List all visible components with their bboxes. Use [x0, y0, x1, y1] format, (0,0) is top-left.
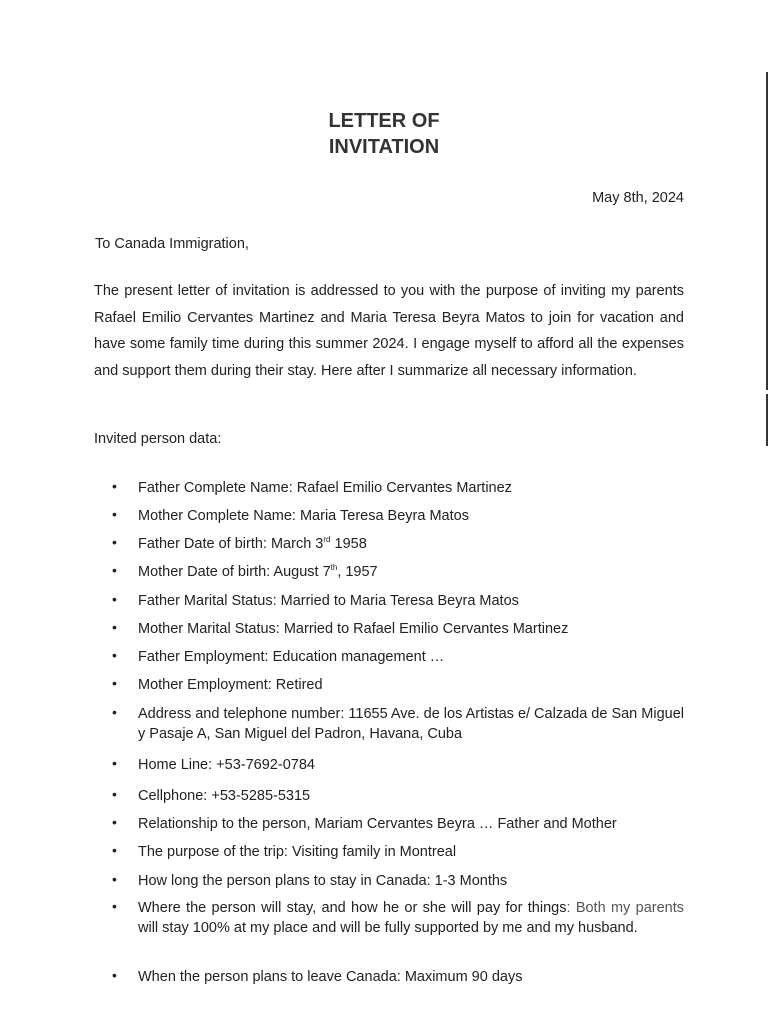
- mother-dob-ordinal: th: [330, 563, 338, 573]
- list-item-text: Father Marital Status: Married to Maria Teresa Beyra Matos: [138, 593, 519, 609]
- list-item-text: The purpose of the trip: Visiting family in Montreal: [138, 844, 457, 860]
- bullet-icon: •: [112, 562, 117, 578]
- father-dob-year: 1958: [330, 536, 367, 552]
- father-dob-ordinal: rd: [323, 535, 331, 545]
- bullet-icon: •: [112, 675, 117, 691]
- list-item-text: Cellphone: +53-5285-5315: [138, 788, 311, 804]
- list-item-text: Father Employment: Education management …: [138, 649, 445, 665]
- list-item-text: Mother Complete Name: Maria Teresa Beyra Matos: [138, 508, 469, 524]
- bullet-icon: •: [112, 842, 117, 858]
- title-line-2: INVITATION: [328, 136, 440, 158]
- bullet-icon: •: [112, 786, 117, 802]
- list-item-text: Mother Marital Status: Married to Rafael Emilio Cervantes Martinez: [138, 621, 569, 637]
- list-item-text: [138, 898, 684, 938]
- bullet-icon: •: [112, 967, 117, 983]
- father-dob-prefix: Father Date of birth: March 3: [138, 536, 324, 552]
- stay-where-prefix: Where the person will stay, and how he or she will pay for things: [138, 900, 567, 916]
- list-item-text: Father Complete Name: Rafael Emilio Cervantes Martinez: [138, 480, 512, 496]
- stay-where-suffix: will stay 100% at my place and will be fully supported by me and my husband.: [138, 920, 638, 936]
- mother-dob-year: , 1957: [337, 564, 378, 580]
- title-line-1: LETTER OF: [328, 110, 440, 132]
- bullet-icon: •: [112, 506, 117, 522]
- list-item-text: When the person plans to leave Canada: Maximum 90 days: [138, 969, 523, 985]
- bullet-icon: •: [112, 534, 117, 550]
- bullet-icon: •: [112, 478, 117, 494]
- bullet-icon: •: [112, 755, 117, 771]
- document-title: [0, 108, 768, 160]
- salutation: To Canada Immigration,: [95, 236, 249, 252]
- bullet-icon: •: [112, 619, 117, 635]
- mother-dob-prefix: Mother Date of birth: August 7: [138, 564, 331, 580]
- list-item-text: Relationship to the person, Mariam Cervantes Beyra … Father and Mother: [138, 816, 617, 832]
- stay-where-highlight: : Both my parents: [566, 900, 685, 916]
- section-label-invited-person-data: Invited person data:: [94, 431, 222, 447]
- bullet-icon: •: [112, 704, 117, 720]
- list-item-text: Mother Employment: Retired: [138, 677, 323, 693]
- list-item-text: [138, 562, 684, 582]
- list-item-text: How long the person plans to stay in Canada: 1-3 Months: [138, 873, 508, 889]
- intro-paragraph: The present letter of invitation is addressed to you with the purpose of inviting my parents Rafael Emilio Cervantes Martinez and Maria Teresa Beyra Matos to join for vacation and have some family time during this summer 2024. I engage myself to afford all the expenses and support them during their stay. Here after I summarize all necessary information.: [94, 283, 684, 379]
- bullet-icon: •: [112, 591, 117, 607]
- list-item-text: [138, 534, 684, 554]
- list-item-text: Address and telephone number: 11655 Ave. de los Artistas e/ Calzada de San Miguel y Pasaje A, San Miguel del Padron, Havana, Cuba: [138, 706, 684, 742]
- bullet-icon: •: [112, 898, 117, 914]
- letter-date: May 8th, 2024: [592, 190, 684, 206]
- bullet-icon: •: [112, 647, 117, 663]
- bullet-icon: •: [112, 814, 117, 830]
- list-item-text: Home Line: +53-7692-0784: [138, 757, 315, 773]
- bullet-icon: •: [112, 871, 117, 887]
